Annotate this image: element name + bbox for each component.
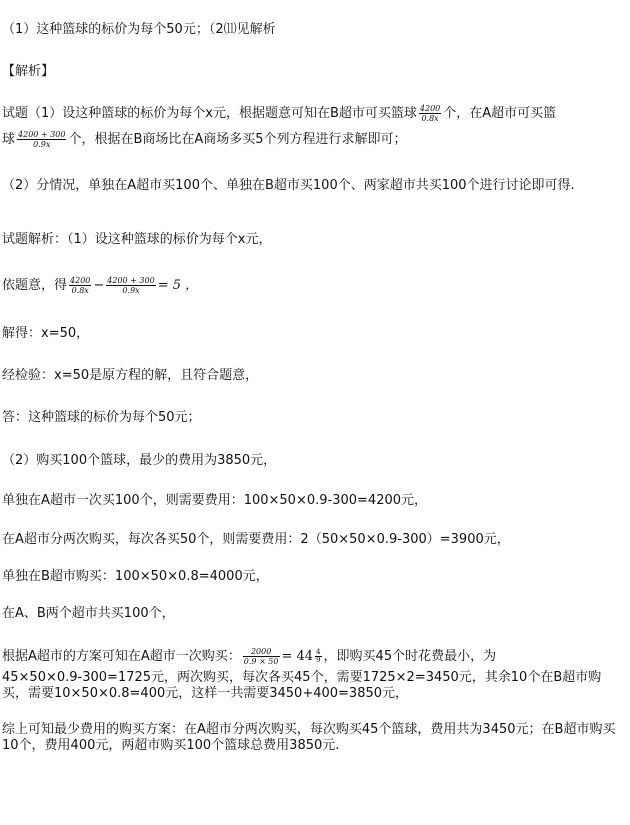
hint-line-1 (2, 104, 556, 123)
fraction-numerator: 4200 + 300 (107, 276, 155, 285)
fraction-denominator: 0.8x (421, 114, 439, 123)
equation-fraction-1 (69, 276, 91, 295)
solution-part-2: （2）购买100个篮球，最少的费用为3850元， (2, 453, 277, 468)
plan-text: 根据A超市的方案可知在A超市一次购买： (2, 649, 241, 664)
case-b-single: 单独在B超市购买：100×50×0.8=4000元， (2, 569, 269, 584)
hint-line-2 (2, 130, 407, 149)
fraction-numerator: 4 (316, 647, 321, 656)
hint-text: 试题（1）设这种篮球的标价为每个x元，根据题意可知在B超市可买篮球 (2, 106, 417, 121)
plan-line (2, 647, 496, 666)
fraction-numerator: 4200 + 300 (18, 130, 66, 139)
mixed-whole: = 44 (281, 648, 314, 664)
case-a-b-combined: 在A、B两个超市共买100个， (2, 606, 175, 621)
hint-part-2: （2）分情况，单独在A超市买100个、单独在B超市买100个、两家超市共买100个进行讨论即可得. (2, 178, 575, 193)
conclusion: 综上可知最少费用的购买方案：在A超市分两次购买，每次购买45个篮球，费用共为3450元；在B超市购买10个，费用400元，两超市购买100个篮球总费用3850元. (2, 722, 616, 753)
equation-prefix: 依题意，得 (2, 278, 68, 293)
fraction-denominator: 0.8x (71, 286, 89, 295)
equation-fraction-2 (106, 276, 155, 295)
hint-text: 个，根据在B商场比在A商场多买5个列方程进行求解即可； (68, 132, 407, 147)
solution-intro: 试题解析：（1）设这种篮球的标价为每个x元， (2, 232, 272, 247)
minus-sign: − (93, 278, 105, 293)
fraction-denominator: 0.9x (122, 286, 140, 295)
answer-part-1: 答：这种篮球的标价为每个50元； (2, 410, 201, 425)
plan-calculation: 45×50×0.9-300=1725元，两次购买，每次各买45个，需要1725×2=3450元，其余10个在B超市购买，需要10×50×0.8=400元，这样一共需要3450+400=3850元， (2, 670, 602, 701)
check-line: 经检验：x=50是原方程的解，且符合题意， (2, 368, 259, 383)
hint-text: 球 (2, 132, 16, 147)
mixed-fraction (315, 649, 321, 664)
fraction-numerator: 2000 (243, 647, 280, 657)
hint-fraction-a (17, 130, 66, 149)
hint-fraction-b (419, 104, 441, 123)
answer-summary: （1）这种篮球的标价为每个50元；（2⑾见解析 (2, 22, 276, 37)
equation-rhs: = 5 ， (157, 278, 199, 293)
fraction-denominator: 9 (316, 655, 321, 664)
fraction-numerator: 4200 (419, 104, 441, 113)
analysis-heading: 【解析】 (2, 64, 55, 79)
solve-line: 解得：x=50， (2, 326, 90, 341)
hint-text: 个，在A超市可买篮 (443, 106, 557, 121)
mixed-number (282, 649, 324, 665)
fraction-denominator: 0.9x (33, 140, 51, 149)
plan-text: ，即购买45个时花费最小，为 (323, 649, 497, 664)
fraction-numerator: 4200 (70, 276, 91, 285)
plan-fraction (243, 647, 280, 666)
case-a-twice: 在A超市分两次购买，每次各买50个，则需要费用：2（50×50×0.9-300）=3900元， (2, 532, 510, 547)
fraction-denominator: 0.9 × 50 (243, 657, 279, 666)
case-a-single: 单独在A超市一次买100个，则需要费用：100×50×0.9-300=4200元， (2, 493, 428, 508)
equation-line (2, 276, 198, 295)
